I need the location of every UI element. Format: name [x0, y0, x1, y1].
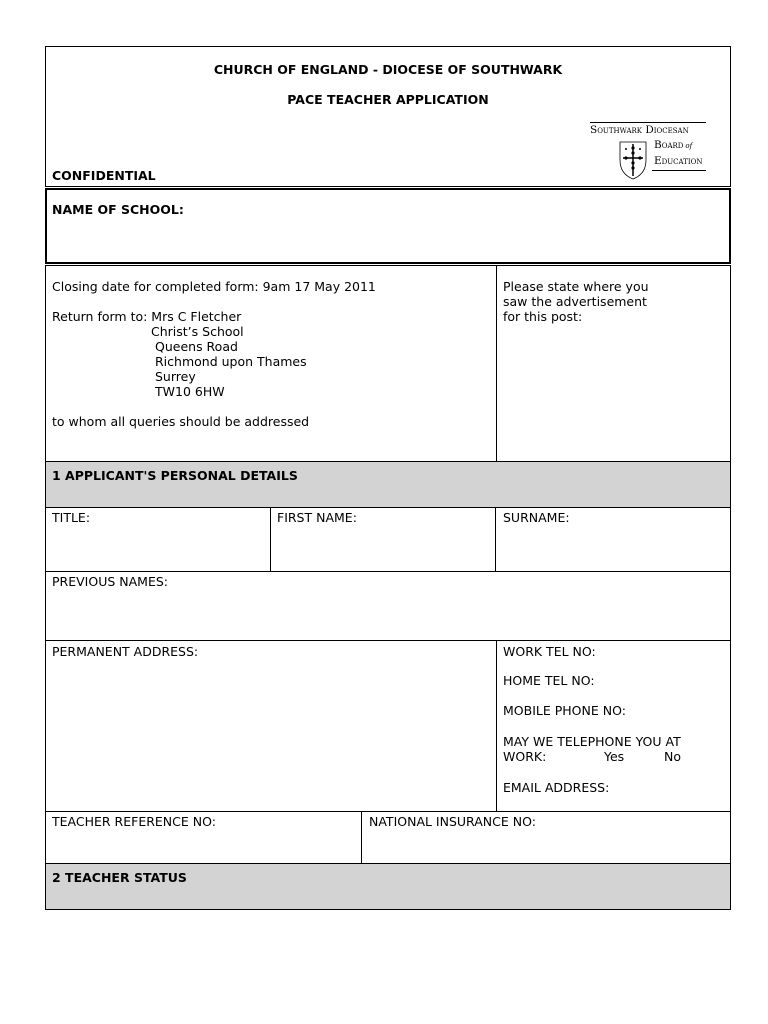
return-label: Return form to: Mrs C Fletcher	[52, 309, 242, 324]
permanent-address-label: PERMANENT ADDRESS:	[52, 644, 199, 659]
email-label: EMAIL ADDRESS:	[503, 780, 610, 795]
permanent-address-input[interactable]	[47, 662, 494, 810]
title-input[interactable]	[47, 527, 268, 570]
address-line: Christ’s School	[151, 324, 244, 339]
address-line: Surrey	[155, 369, 196, 384]
may-we-work-label: WORK:	[503, 749, 547, 764]
address-line: Queens Road	[155, 339, 238, 354]
advert-line: Please state where you	[503, 279, 649, 294]
address-line: TW10 6HW	[155, 384, 225, 399]
logo-board: Board	[654, 139, 684, 151]
first-name-field-label: FIRST NAME:	[277, 510, 357, 525]
advert-line: saw the advertisement	[503, 294, 647, 309]
section2-heading: 2 TEACHER STATUS	[52, 870, 187, 885]
teacher-ref-input[interactable]	[47, 831, 359, 862]
form-title: PACE TEACHER APPLICATION	[287, 92, 489, 107]
teacher-ref-label: TEACHER REFERENCE NO:	[52, 814, 216, 829]
mobile-label: MOBILE PHONE NO:	[503, 703, 626, 718]
section1-heading: 1 APPLICANT'S PERSONAL DETAILS	[52, 468, 298, 483]
logo-line3: Education	[654, 155, 703, 167]
diocese-crest-icon	[618, 140, 648, 180]
yes-option[interactable]: Yes	[604, 749, 625, 764]
closing-date: Closing date for completed form: 9am 17 May 2011	[52, 279, 376, 294]
may-we-telephone-label: MAY WE TELEPHONE YOU AT	[503, 734, 681, 749]
address-line: Richmond upon Thames	[155, 354, 307, 369]
ni-input[interactable]	[363, 831, 729, 862]
no-option[interactable]: No	[664, 749, 681, 764]
school-box[interactable]	[45, 188, 731, 264]
first-name-input[interactable]	[272, 527, 493, 570]
title-field-label: TITLE:	[52, 510, 91, 525]
diocesan-board-logo	[588, 120, 712, 182]
confidential-label: CONFIDENTIAL	[52, 168, 156, 183]
surname-field-label: SURNAME:	[503, 510, 570, 525]
logo-of: of	[685, 142, 693, 150]
advert-line: for this post:	[503, 309, 583, 324]
surname-input[interactable]	[497, 527, 729, 570]
school-label: NAME OF SCHOOL:	[52, 202, 184, 217]
queries-note: to whom all queries should be addressed	[52, 414, 310, 429]
work-tel-label: WORK TEL NO:	[503, 644, 596, 659]
logo-line2	[654, 139, 692, 151]
previous-names-label: PREVIOUS NAMES:	[52, 574, 168, 589]
home-tel-label: HOME TEL NO:	[503, 673, 595, 688]
org-title: CHURCH OF ENGLAND - DIOCESE OF SOUTHWARK	[213, 62, 563, 77]
logo-line1: Southwark Diocesan	[590, 124, 689, 136]
ni-label: NATIONAL INSURANCE NO:	[369, 814, 536, 829]
